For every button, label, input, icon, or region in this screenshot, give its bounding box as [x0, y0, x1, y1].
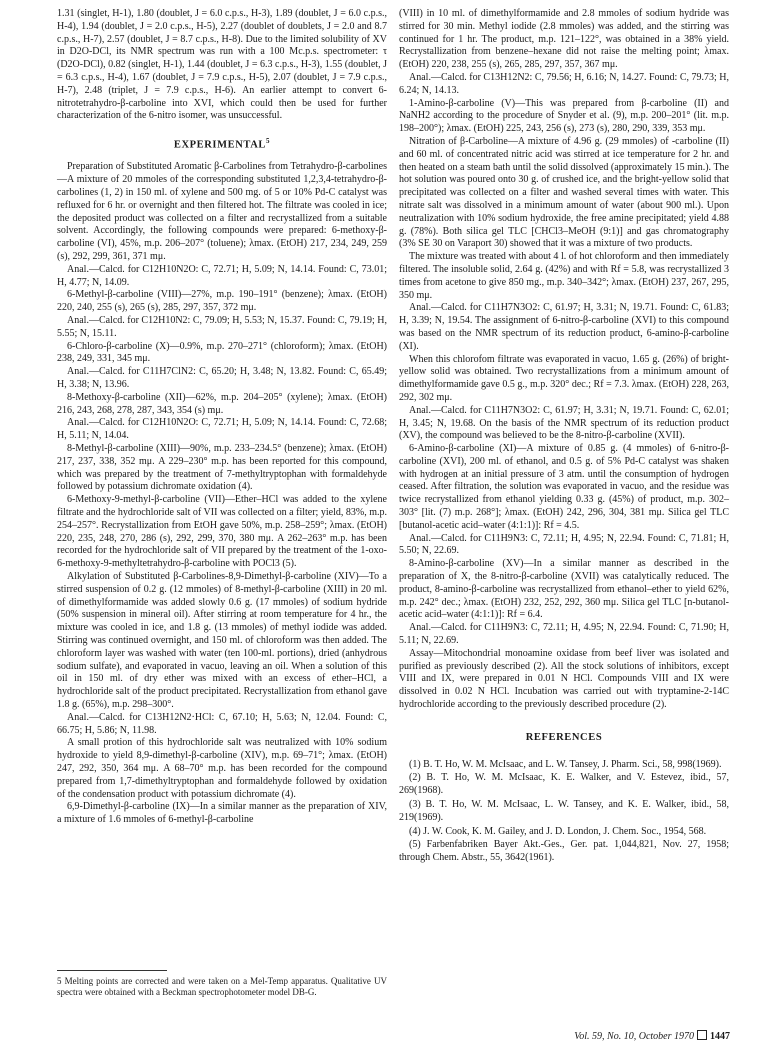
reference-item: (5) Farbenfabriken Bayer Akt.-Ges., Ger. pat. 1,044,821, Nov. 27, 1958; through Chem. Abstr., 55, 3642(1961). [399, 839, 729, 864]
paragraph: Anal.—Calcd. for C11H7ClN2: C, 65.20; H, 3.48; N, 13.82. Found: C, 65.49; H, 3.38; N, 13.96. [57, 366, 387, 391]
paragraph: 6-Methoxy-9-methyl-β-carboline (VII)—Ether–HCl was added to the xylene filtrate and the hydrochloride salt of VII was collected on a filter; yield, 83%, m.p. 254–257°. Recrystallization from EtOH gave 50%, m.p. 258–259°; λmax. (EtOH) 220, 235, 248, 270, 286 (s), 292, 299, 370, 380 mμ. A 262–263° m.p. has been recorded for the hydrochloride salt of VII prepared by the treatment of the 1-oxo-6-methoxy-9-methyltetrahydro-β-carboline with POCl3 (5). [57, 494, 387, 570]
paragraph: 1-Amino-β-carboline (V)—This was prepared from β-carboline (II) and NaNH2 according to the procedure of Snyder et al. (9), m.p. 200–201° (lit. m.p. 198–200°); λmax. (EtOH) 225, 243, 256 (s), 273 (s), 280, 290, 339, 353 mμ. [399, 97, 729, 135]
paragraph: When this chlorofom filtrate was evaporated in vacuo, 1.65 g. (26%) of bright-yellow solid was obtained. Two recrystallizations from a minimum amount of dimethylformamide gave 0.5 g., m.p. 320° dec.; Rf = 7.3. λmax. (EtOH) 228, 263, 292, 302 mμ. [399, 353, 729, 403]
footnote-divider [57, 970, 167, 971]
page-number: 1447 [710, 1031, 730, 1042]
experimental-footnote-mark: 5 [266, 137, 271, 146]
experimental-heading-text: EXPERIMENTAL [173, 139, 267, 151]
reference-item: (3) B. T. Ho, W. M. McIsaac, L. W. Tansey, and K. E. Walker, ibid., 58, 219(1969). [399, 799, 729, 823]
reference-item: (4) J. W. Cook, K. M. Gailey, and J. D. London, J. Chem. Soc., 1954, 568. [409, 825, 707, 837]
paragraph: Anal.—Calcd. for C11H9N3: C, 72.11; H, 4.95; N, 22.94. Found: C, 71.90; H, 5.11; N, 22.69. [399, 622, 729, 647]
paragraph: Alkylation of Substituted β-Carbolines-8,9-Dimethyl-β-carboline (XIV)—To a stirred suspension of 0.2 g. (12 mmoles) of 8-methyl-β-carboline (XIII) in 20 ml. of dimethylformamide was added slowly 0.6 g. (17 mmoles) of sodium hydride (50% suspension in mineral oil). After stirring at room temperature for 4 hr., the mixture was cooled in ice, and 1.8 g. (13 mmoles) of methyl iodide was added. Stirring was continued overnight, and 150 ml. of chloroform was then added. The chloroform layer was washed with water (ten 100-ml. portions), dried (anhydrous sodium sulfate), and evaporated in vacuo, leaving an oil. When a solution of this oil in 150 ml. of dry ether was mixed with an excess of ether–HCl, a hydrochloride salt of the product precipitated. Recrystallization from ethanol gave 1.8 g. (65%), m.p. 298–300°. [57, 570, 387, 710]
paragraph: 6-Amino-β-carboline (XI)—A mixture of 0.85 g. (4 mmoles) of 6-nitro-β-carboline (XVI), 200 ml. of ethanol, and 0.5 g. of 5% Pd-C catalyst was shaken with hydrogen at an initial pressure of 3 atm. until the consumption of hydrogen ceased. After filtration, the solution was evaporated in vacuo, and the residue was twice recrystallized from ethanol yielding 0.33 g. (45%) of product, m.p. 302–303° [lit. (7) m.p. 268°]; λmax. (EtOH) 242, 296, 304, 381 mμ. Silica gel TLC [butanol-acetic acid–water (4:1:1)]: Rf = 4.5. [399, 443, 729, 531]
experimental-heading [57, 135, 387, 152]
paragraph: 8-Methyl-β-carboline (XIII)—90%, m.p. 233–234.5° (benzene); λmax. (EtOH) 217, 237, 338, 352 mμ. A 229–230° m.p. has been reported for this compound, which was prepared by the treatment of 7-methyltryptophan with formaldehyde followed by potassium dichromate oxidation (4). [57, 443, 387, 493]
left-column [57, 8, 387, 827]
paragraph: Anal.—Calcd. for C12H10N2: C, 79.09; H, 5.53; N, 15.37. Found: C, 79.19; H, 5.55; N, 15.11. [57, 315, 387, 339]
page-footer [574, 1030, 730, 1042]
paragraph: (VIII) in 10 ml. of dimethylformamide and 2.8 mmoles of sodium hydride was stirred for 30 min. Methyl iodide (2.8 mmoles) was added, and the stirring was continued for 1 hr. The product, m.p. 121–122°, was obtained in a 38% yield. Recrystallization from benzene–hexane did not raise the melting point; λmax. (EtOH) 220, 238, 255 (s), 265, 285, 297, 357, 367 mμ. [399, 8, 729, 71]
paragraph: Assay—Mitochondrial monoamine oxidase from beef liver was isolated and purified as previously described (2). All the stock solutions of inhibitors, except VIII and IX, were prepared in 0.01 N HCl. Compounds VIII and IX were dissolved in 0.02 N HCl. Incubation was carried out with tryptamine-2-14C hydrochloride according to the previously described procedure (2). [399, 647, 729, 711]
paragraph: Nitration of β-Carboline—A mixture of 4.96 g. (29 mmoles) of -carboline (II) and 60 ml. of concentrated nitric acid was stirred at ice temperature for 2 hr. and then heated on a steam bath until the solid dissolved (approximately 15 min.). The hot solution was poured onto 30 g. of crushed ice, and the bright-yellow solid that precipitated was collected on a filter and washed several times with water. This nitrate salt was dissolved in a minimum amount of water (about 900 ml.). Upon neutralization with 10% sodium hydroxide, the free amine precipitated; yield 4.88 g. (78%). Both silica gel TLC [CHCl3–MeOH (9:1)] and gas chromatography (3% SE 30 on Varaport 30) showed that it was a mixture of two products. [399, 135, 729, 250]
paragraph: Anal.—Calcd. for C13H12N2: C, 79.56; H, 6.16; N, 14.27. Found: C, 79.73; H, 6.24; N, 14.13. [399, 71, 729, 96]
right-column [399, 8, 729, 866]
nmr-data-paragraph: 1.31 (singlet, H-1), 1.80 (doublet, J = 6.0 c.p.s., H-3), 1.89 (doublet, J = 6.0 c.p.s., H-4), 1.94 (doublet, J = 2.0 c.p.s., H-5), 2.27 (doublet of doublets, J = 2.0 and 8.7 c.p.s., H-7), 2.57 (doublet, J = 8.7 c.p.s., H-8). Due to the limited solubility of XV in D2O-DCl, its NMR spectrum was run with a 100 Mc.p.s. spectrometer: τ (D2O-DCl), 0.82 (singlet, H-1), 1.44 (doublet, J = 6.3 c.p.s., H-3), 1.55 (doublet, J = 6.3 c.p.s., H-4), 1.67 (doublet, J = 7.9 c.p.s., H-5), 2.07 (doublet, J = 7.9 c.p.s., H-7), 2.48 (triplet, J = 7.9 c.p.s., H-6). An earlier attempt to convert 6-nitrotetrahydro-β-carboline into XVI, which could then be used for further characterization of the 6-nitro isomer, was unsuccessful. [57, 8, 387, 122]
paragraph: Anal.—Calcd. for C11H7N3O2: C, 61.97; H, 3.31; N, 19.71. Found: C, 61.83; H, 3.39; N, 19.54. The assignment of 6-nitro-β-carboline (XVI) to this compound was based on the NMR spectrum of its reduction product, 6-amino-β-carboline (XI). [399, 302, 729, 352]
paragraph: Anal.—Calcd. for C12H10N2O: C, 72.71; H, 5.09; N, 14.14. Found: C, 72.68; H, 5.11; N, 14.04. [57, 417, 387, 442]
references-heading: REFERENCES [525, 731, 603, 743]
reference-item: (1) B. T. Ho, W. M. McIsaac, and L. W. Tansey, J. Pharm. Sci., 58, 998(1969). [409, 758, 722, 770]
box-separator-icon [697, 1030, 707, 1040]
footnote: 5 Melting points are corrected and were taken on a Mel-Temp apparatus. Qualitative UV spectra were obtained with a Beckman spectrophotometer model DB-G. [57, 976, 387, 997]
paragraph: 8-Methoxy-β-carboline (XII)—62%, m.p. 204–205° (xylene); λmax. (EtOH) 216, 243, 268, 278, 287, 343, 354 (s) mμ. [57, 391, 387, 416]
references-list [399, 759, 729, 865]
paragraph: 6-Methyl-β-carboline (VIII)—27%, m.p. 190–191° (benzene); λmax. (EtOH) 220, 240, 255 (s), 265 (s), 285, 297, 357, 372 mμ. [57, 289, 387, 314]
paragraph: 6-Chloro-β-carboline (X)—0.9%, m.p. 270–271° (chloroform); λmax. (EtOH) 238, 249, 331, 345 mμ. [57, 340, 387, 365]
paragraph: Anal.—Calcd. for C11H7N3O2: C, 61.97; H, 3.31; N, 19.71. Found: C, 62.01; H, 3.45; N, 19.68. On the basis of the NMR spectrum of its reduction product (XV), the compound was believed to be the 8-nitro-β-carboline (XVII). [399, 404, 729, 442]
paragraph: Preparation of Substituted Aromatic β-Carbolines from Tetrahydro-β-carbolines—A mixture of 20 mmoles of the corresponding substituted 1,2,3,4-tetrahydro-β-carbolines (1, 2) in 150 ml. of xylene and 500 mg. of 5 or 10% Pd-C catalyst was refluxed for 6 hr. or overnight and then filtered hot. The filtrate was cooled in ice; the deposited product was collected on a filter and recrystallized from a suitable solvent. Accordingly, the following compounds were prepared: 6-methoxy-β-carboline (VI), 45%, m.p. 206–207° (toluene); λmax. (EtOH) 217, 234, 249, 259 (s), 292, 299, 361, 371 mμ. [57, 161, 387, 263]
paragraph: A small protion of this hydrochloride salt was neutralized with 10% sodium hydroxide to yield 8,9-dimethyl-β-carboline (XIV), m.p. 69–71°; λmax. (EtOH) 247, 292, 350, 364 mμ. A 68–70° m.p. has been recorded for the compound prepared from 1,7-dimethyltryptophan and formaldehyde followed by oxidation of the condensation product with potassium dichromate (4). [57, 737, 387, 800]
paragraph: Anal.—Calcd. for C13H12N2·HCl: C, 67.10; H, 5.63; N, 12.04. Found: C, 66.75; H, 5.86; N, 11.98. [57, 711, 387, 736]
paragraph: Anal.—Calcd. for C11H9N3: C, 72.11; H, 4.95; N, 22.94. Found: C, 71.81; H, 5.50; N, 22.69. [399, 532, 729, 557]
journal-issue: Vol. 59, No. 10, October 1970 [574, 1031, 694, 1042]
reference-item: (2) B. T. Ho, W. M. McIsaac, K. E. Walker, and V. Estevez, ibid., 57, 269(1968). [399, 772, 729, 797]
paragraph: Anal.—Calcd. for C12H10N2O: C, 72.71; H, 5.09; N, 14.14. Found: C, 73.01; H, 4.77; N, 14.09. [57, 263, 387, 288]
paragraph: 6,9-Dimethyl-β-carboline (IX)—In a similar manner as the preparation of XIV, a mixture of 1.6 mmoles of 6-methyl-β-carboline [57, 801, 387, 826]
paragraph: The mixture was treated with about 4 l. of hot chloroform and then immediately filtered. The insoluble solid, 2.64 g. (42%) and with Rf = 5.8, was recrystallized 3 times from acetone to give 850 mg., m.p. 340–342°; λmax. (EtOH) 237, 267, 295, 350 mμ. [399, 251, 729, 301]
paragraph: 8-Amino-β-carboline (XV)—In a similar manner as described in the preparation of X, the 8-nitro-β-carboline (XVII) was catalytically reduced. The product, 8-amino-β-carboline was recrystallized from ethanol–ether to yield 62%, m.p. 242° dec.; λmax. (EtOH) 232, 252, 292, 360 mμ. Silica gel TLC [n-butanol-acetic acid–water (4:1:1)]: Rf = 6.4. [399, 558, 729, 621]
